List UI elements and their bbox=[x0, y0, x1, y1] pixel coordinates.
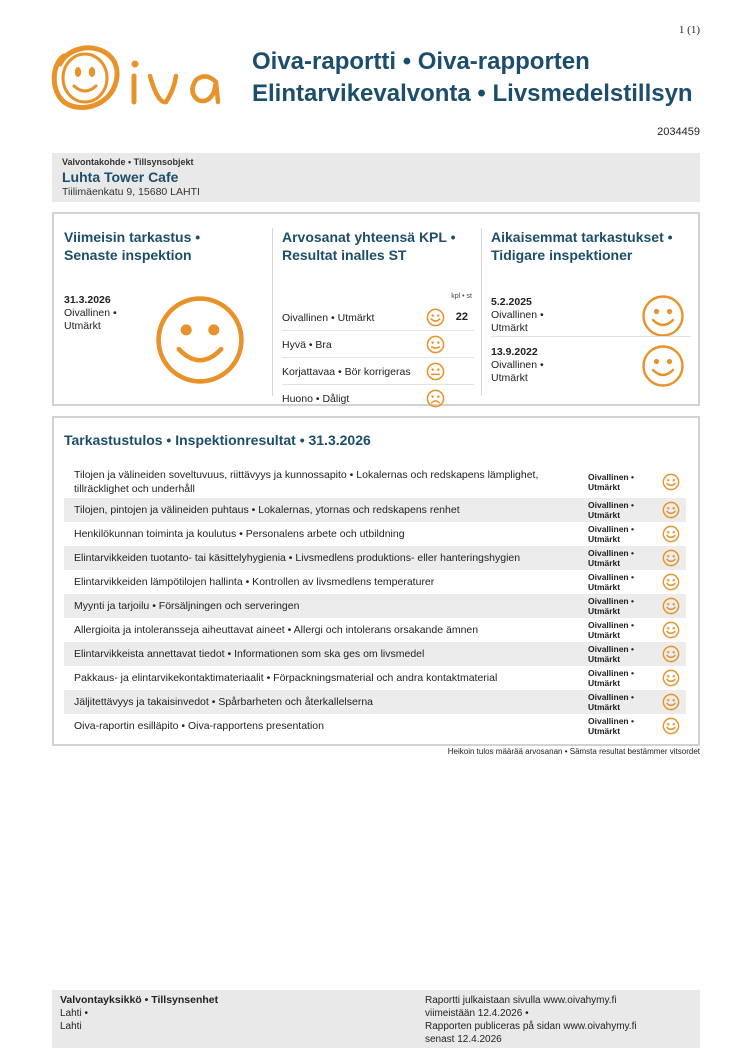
latest-heading bbox=[64, 228, 264, 264]
result-grade bbox=[588, 692, 648, 712]
smiley-happy-icon bbox=[662, 693, 680, 711]
result-grade bbox=[588, 572, 648, 592]
result-grade-line-1: Oivallinen • bbox=[588, 548, 634, 558]
result-grade-line-1: Oivallinen • bbox=[588, 644, 634, 654]
result-grade bbox=[588, 472, 648, 492]
grades-heading-line-2: Resultat inalles ST bbox=[282, 247, 407, 263]
count-header: kpl • st bbox=[451, 293, 472, 300]
grade-label: Korjattavaa • Bör korrigeras bbox=[282, 366, 411, 378]
grades-summary bbox=[282, 228, 474, 405]
inspection-target bbox=[52, 153, 700, 202]
result-grade-line-2: Utmärkt bbox=[588, 702, 621, 712]
result-grade-line-1: Oivallinen • bbox=[588, 596, 634, 606]
results-panel bbox=[52, 416, 700, 746]
grading-note: Heikoin tulos määrää arvosanan • Sämsta resultat bestämmer vitsordet bbox=[447, 747, 700, 756]
latest-heading-line-2: Senaste inspektion bbox=[64, 247, 192, 263]
title-line-2: Elintarvikevalvonta • Livsmedelstillsyn bbox=[252, 80, 693, 107]
result-grade-line-1: Oivallinen • bbox=[588, 500, 634, 510]
publish-info bbox=[425, 994, 695, 1046]
result-category: Elintarvikkeiden lämpötilojen hallinta • Kontrollen av livsmedlens temperaturer bbox=[74, 576, 435, 588]
latest-grade-line-2: Utmärkt bbox=[64, 320, 101, 332]
result-grade-line-2: Utmärkt bbox=[588, 582, 621, 592]
target-name: Luhta Tower Cafe bbox=[62, 169, 179, 185]
result-grade bbox=[588, 548, 648, 568]
grades-heading-line-1: Arvosanat yhteensä KPL • bbox=[282, 229, 456, 245]
big-smiley-icon bbox=[154, 294, 246, 386]
smiley-neutral-icon bbox=[426, 362, 445, 381]
target-address: Tiilimäenkatu 9, 15680 LAHTI bbox=[62, 186, 200, 198]
previous-inspection-item bbox=[491, 346, 691, 402]
grade-label: Huono • Dåligt bbox=[282, 393, 350, 405]
result-grade bbox=[588, 644, 648, 664]
previous-grade-line-2: Utmärkt bbox=[491, 322, 528, 334]
grade-row-poor bbox=[282, 385, 474, 412]
grade-row-excellent bbox=[282, 304, 474, 331]
result-grade-line-1: Oivallinen • bbox=[588, 524, 634, 534]
smiley-happy-icon bbox=[662, 573, 680, 591]
smiley-happy-icon bbox=[662, 645, 680, 663]
result-row bbox=[64, 666, 686, 690]
result-grade-line-1: Oivallinen • bbox=[588, 472, 634, 482]
result-grade bbox=[588, 524, 648, 544]
result-row bbox=[64, 570, 686, 594]
result-grade-line-2: Utmärkt bbox=[588, 630, 621, 640]
target-heading: Valvontakohde • Tillsynsobjekt bbox=[62, 157, 194, 167]
result-category: Elintarvikkeista annettavat tiedot • Informationen som ska ges om livsmedel bbox=[74, 648, 425, 660]
oiva-logo bbox=[50, 42, 230, 112]
result-grade-line-1: Oivallinen • bbox=[588, 692, 634, 702]
result-grade bbox=[588, 500, 648, 520]
result-row bbox=[64, 642, 686, 666]
previous-date: 13.9.2022 bbox=[491, 346, 538, 358]
title-line-1: Oiva-raportti • Oiva-rapporten bbox=[252, 48, 590, 75]
smiley-happy-icon bbox=[662, 525, 680, 543]
column-divider bbox=[272, 228, 273, 396]
smiley-good-icon bbox=[426, 335, 445, 354]
result-category: Myynti ja tarjoilu • Försäljningen och serveringen bbox=[74, 600, 300, 612]
supervision-unit bbox=[60, 994, 218, 1033]
smiley-happy-icon bbox=[662, 669, 680, 687]
grade-label: Oivallinen • Utmärkt bbox=[282, 312, 375, 324]
unit-line-1: Lahti • bbox=[60, 1008, 88, 1019]
result-grade-line-2: Utmärkt bbox=[588, 558, 621, 568]
previous-grade-line-1: Oivallinen • bbox=[491, 359, 544, 371]
result-grade-line-2: Utmärkt bbox=[588, 510, 621, 520]
result-category: Pakkaus- ja elintarvikekontaktimateriaalit • Förpackningsmaterial och andra kontaktmaterial bbox=[74, 672, 498, 684]
previous-grade-line-1: Oivallinen • bbox=[491, 309, 544, 321]
result-grade bbox=[588, 620, 648, 640]
result-row bbox=[64, 546, 686, 570]
grade-row-good bbox=[282, 331, 474, 358]
results-table bbox=[64, 466, 686, 738]
result-grade-line-2: Utmärkt bbox=[588, 534, 621, 544]
result-grade-line-2: Utmärkt bbox=[588, 606, 621, 616]
latest-date: 31.3.2026 bbox=[64, 294, 111, 306]
smiley-happy-icon bbox=[662, 549, 680, 567]
result-row bbox=[64, 690, 686, 714]
publish-line-2: viimeistään 12.4.2026 • bbox=[425, 1008, 529, 1019]
grade-count: 22 bbox=[455, 311, 468, 323]
previous-date: 5.2.2025 bbox=[491, 296, 532, 308]
report-title bbox=[252, 46, 693, 110]
result-grade bbox=[588, 716, 648, 736]
result-row bbox=[64, 498, 686, 522]
publish-line-4: senast 12.4.2026 bbox=[425, 1034, 502, 1045]
column-divider bbox=[481, 228, 482, 396]
latest-grade-line-1: Oivallinen • bbox=[64, 307, 117, 319]
previous-heading bbox=[491, 228, 691, 264]
smiley-happy-icon bbox=[662, 473, 680, 491]
result-category: Tilojen, pintojen ja välineiden puhtaus • Lokalernas, ytornas och redskapens renhet bbox=[74, 504, 460, 516]
smiley-happy-icon bbox=[641, 344, 685, 388]
result-grade-line-1: Oivallinen • bbox=[588, 620, 634, 630]
publish-line-1: Raportti julkaistaan sivulla www.oivahymy.fi bbox=[425, 995, 617, 1006]
result-category: Allergioita ja intoleransseja aiheuttavat aineet • Allergi och intolerans orsakande ämnen bbox=[74, 624, 479, 636]
unit-line-2: Lahti bbox=[60, 1021, 82, 1032]
result-grade-line-1: Oivallinen • bbox=[588, 668, 634, 678]
previous-inspections bbox=[491, 228, 691, 394]
result-category: Oiva-raportin esilläpito • Oiva-rapportens presentation bbox=[74, 720, 324, 732]
result-row bbox=[64, 618, 686, 642]
results-heading: Tarkastustulos • Inspektionresultat • 31.3.2026 bbox=[64, 432, 371, 448]
previous-divider bbox=[491, 336, 691, 337]
previous-grade-line-2: Utmärkt bbox=[491, 372, 528, 384]
result-row bbox=[64, 714, 686, 738]
latest-inspection bbox=[64, 228, 264, 394]
summary-panel bbox=[52, 212, 700, 406]
publish-line-3: Rapporten publiceras på sidan www.oivahymy.fi bbox=[425, 1021, 637, 1032]
smiley-happy-icon bbox=[641, 294, 685, 338]
result-row bbox=[64, 466, 686, 498]
footer bbox=[52, 990, 700, 1048]
smiley-happy-icon bbox=[662, 621, 680, 639]
result-grade-line-1: Oivallinen • bbox=[588, 572, 634, 582]
grade-row-needs-correction bbox=[282, 358, 474, 385]
result-category: Elintarvikkeiden tuotanto- tai käsittelyhygienia • Livsmedlens produktions- eller hanteringshygien bbox=[74, 552, 521, 564]
latest-heading-line-1: Viimeisin tarkastus • bbox=[64, 229, 201, 245]
grade-label: Hyvä • Bra bbox=[282, 339, 332, 351]
smiley-happy-icon bbox=[662, 717, 680, 735]
result-grade bbox=[588, 596, 648, 616]
previous-heading-line-2: Tidigare inspektioner bbox=[491, 247, 633, 263]
previous-heading-line-1: Aikaisemmat tarkastukset • bbox=[491, 229, 673, 245]
result-row bbox=[64, 522, 686, 546]
smiley-happy-icon bbox=[662, 501, 680, 519]
result-row bbox=[64, 594, 686, 618]
result-category: Tilojen ja välineiden soveltuvuus, riittävyys ja kunnossapito • Lokalernas och redskapens lämplighet, tillräcklighet och underhåll bbox=[74, 469, 539, 495]
result-category: Jäljitettävyys ja takaisinvedot • Spårbarheten och återkallelserna bbox=[74, 696, 374, 708]
result-grade-line-1: Oivallinen • bbox=[588, 716, 634, 726]
page-number: 1 (1) bbox=[678, 24, 700, 36]
result-grade-line-2: Utmärkt bbox=[588, 482, 621, 492]
grades-heading bbox=[282, 228, 474, 264]
result-grade-line-2: Utmärkt bbox=[588, 654, 621, 664]
result-grade-line-2: Utmärkt bbox=[588, 678, 621, 688]
result-grade-line-2: Utmärkt bbox=[588, 726, 621, 736]
report-id: 2034459 bbox=[657, 126, 700, 138]
smiley-happy-icon bbox=[426, 308, 445, 327]
unit-heading: Valvontayksikkö • Tillsynsenhet bbox=[60, 994, 219, 1006]
result-category: Henkilökunnan toiminta ja koulutus • Personalens arbete och utbildning bbox=[74, 528, 405, 540]
smiley-happy-icon bbox=[662, 597, 680, 615]
smiley-sad-icon bbox=[426, 389, 445, 408]
latest-info bbox=[64, 294, 117, 333]
result-grade bbox=[588, 668, 648, 688]
